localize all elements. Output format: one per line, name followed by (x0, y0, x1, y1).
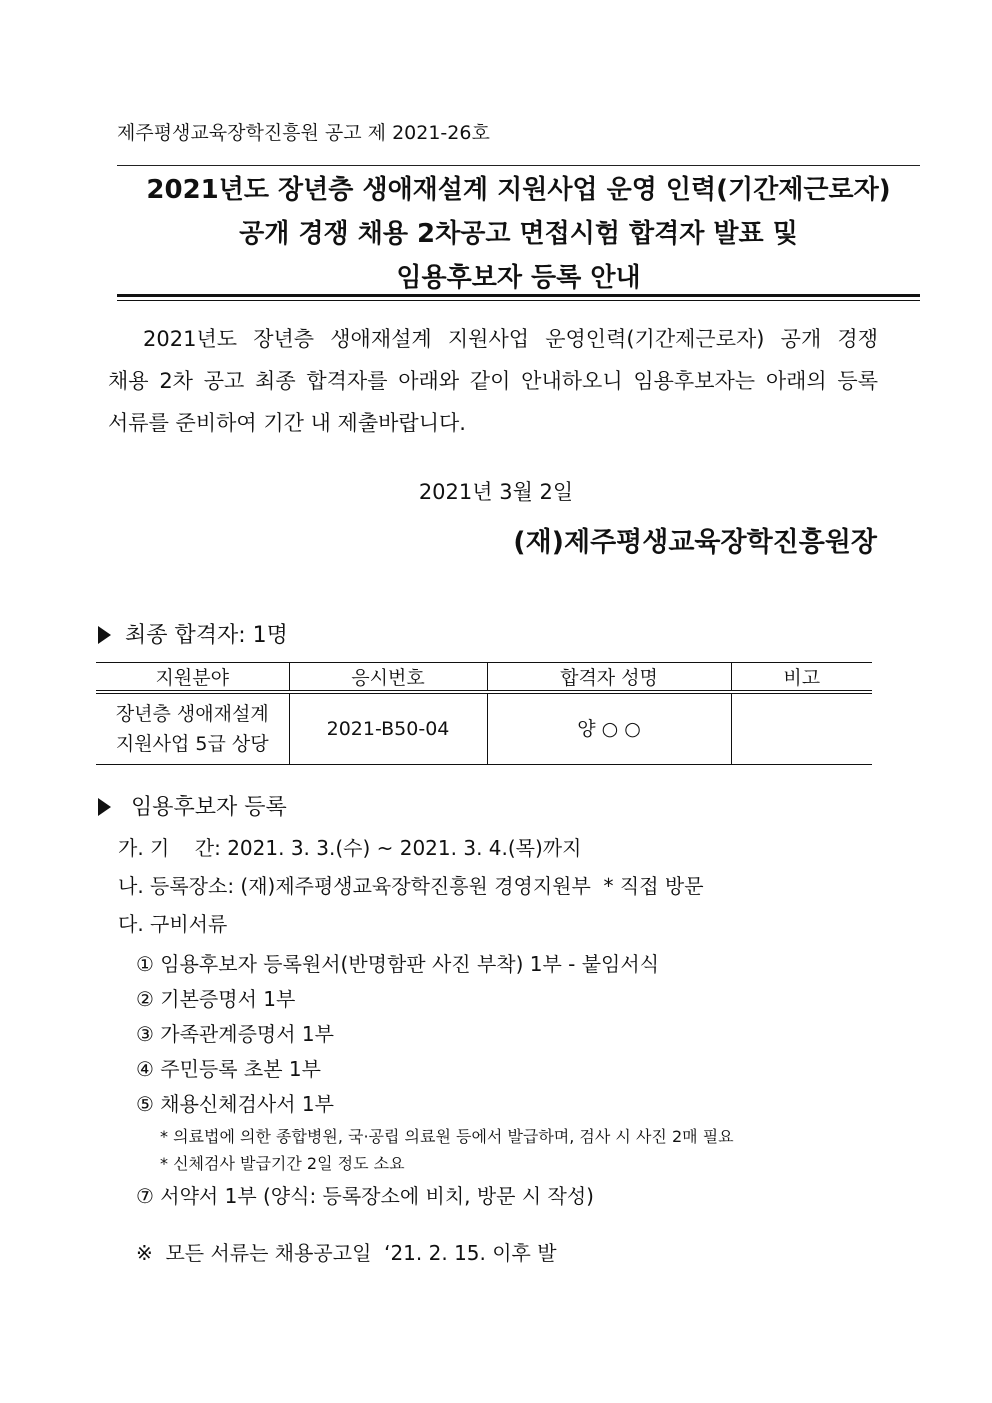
cell-field-line-2: 지원사업 5급 상당 (115, 733, 269, 755)
header-remarks: 비고 (731, 663, 872, 693)
cell-field (96, 692, 289, 765)
header-name: 합격자 성명 (487, 663, 731, 693)
intro-line-2: 채용 2차 공고 최종 합격자를 아래와 같이 안내하오니 임용후보자는 아래의 등록 (108, 369, 878, 393)
document-item-1: ① 임용후보자 등록원서(반명함판 사진 부착) 1부 - 붙임서식 (136, 952, 660, 976)
document-note-2: * 신체검사 발급기간 2일 정도 소요 (160, 1154, 405, 1173)
title-top-rule (117, 165, 920, 166)
final-section-heading (98, 618, 288, 649)
header-exam-number: 응시번호 (289, 663, 487, 693)
registration-place: 나. 등록장소: (재)제주평생교육장학진흥원 경영지원부 * 직접 방문 (118, 874, 704, 898)
title-bottom-rule (117, 294, 920, 301)
cell-exam-number: 2021-B50-04 (289, 692, 487, 765)
intro-paragraph (108, 318, 878, 444)
document-note-1: * 의료법에 의한 종합병원, 국·공립 의료원 등에서 발급하며, 검사 시 사진 2매 필요 (160, 1127, 734, 1146)
document-item-5: ⑤ 채용신체검사서 1부 (136, 1092, 334, 1116)
triangle-bullet-icon (98, 798, 111, 816)
final-heading-text: 최종 합격자: 1명 (125, 623, 288, 648)
cell-field-line-1: 장년층 생애재설계 (115, 703, 269, 725)
registration-section-heading (98, 790, 287, 821)
title-line-2: 공개 경쟁 채용 2차공고 면접시험 합격자 발표 및 (239, 219, 798, 249)
table-header-row (96, 663, 872, 693)
triangle-bullet-icon (98, 626, 111, 644)
registration-heading-text: 임용후보자 등록 (131, 795, 287, 820)
cell-name: 양 ○ ○ (487, 692, 731, 765)
documents-footnote: ※ 모든 서류는 채용공고일 ‘21. 2. 15. 이후 발 (136, 1241, 557, 1265)
documents-label: 다. 구비서류 (118, 912, 228, 936)
document-item-7: ⑦ 서약서 1부 (양식: 등록장소에 비치, 방문 시 작성) (136, 1184, 594, 1208)
notice-date: 2021년 3월 2일 (418, 480, 574, 504)
successful-candidates-table (96, 662, 872, 765)
issuing-organization: (재)제주평생교육장학진흥원장 (513, 527, 877, 558)
title-line-3: 임용후보자 등록 안내 (396, 263, 641, 293)
notice-number: 제주평생교육장학진흥원 공고 제 2021-26호 (117, 122, 490, 144)
intro-line-3: 서류를 준비하여 기간 내 제출바랍니다. (108, 411, 466, 435)
table-row (96, 692, 872, 765)
document-item-2: ② 기본증명서 1부 (136, 987, 296, 1011)
registration-period: 가. 기 간: 2021. 3. 3.(수) ~ 2021. 3. 4.(목)까지 (118, 836, 582, 860)
header-field: 지원분야 (96, 663, 289, 693)
cell-remarks (731, 692, 872, 765)
intro-line-1: 2021년도 장년층 생애재설계 지원사업 운영인력(기간제근로자) 공개 경쟁 (143, 327, 878, 351)
title-line-1: 2021년도 장년층 생애재설계 지원사업 운영 인력(기간제근로자) (146, 175, 891, 205)
document-item-4: ④ 주민등록 초본 1부 (136, 1057, 321, 1081)
document-item-3: ③ 가족관계증명서 1부 (136, 1022, 334, 1046)
